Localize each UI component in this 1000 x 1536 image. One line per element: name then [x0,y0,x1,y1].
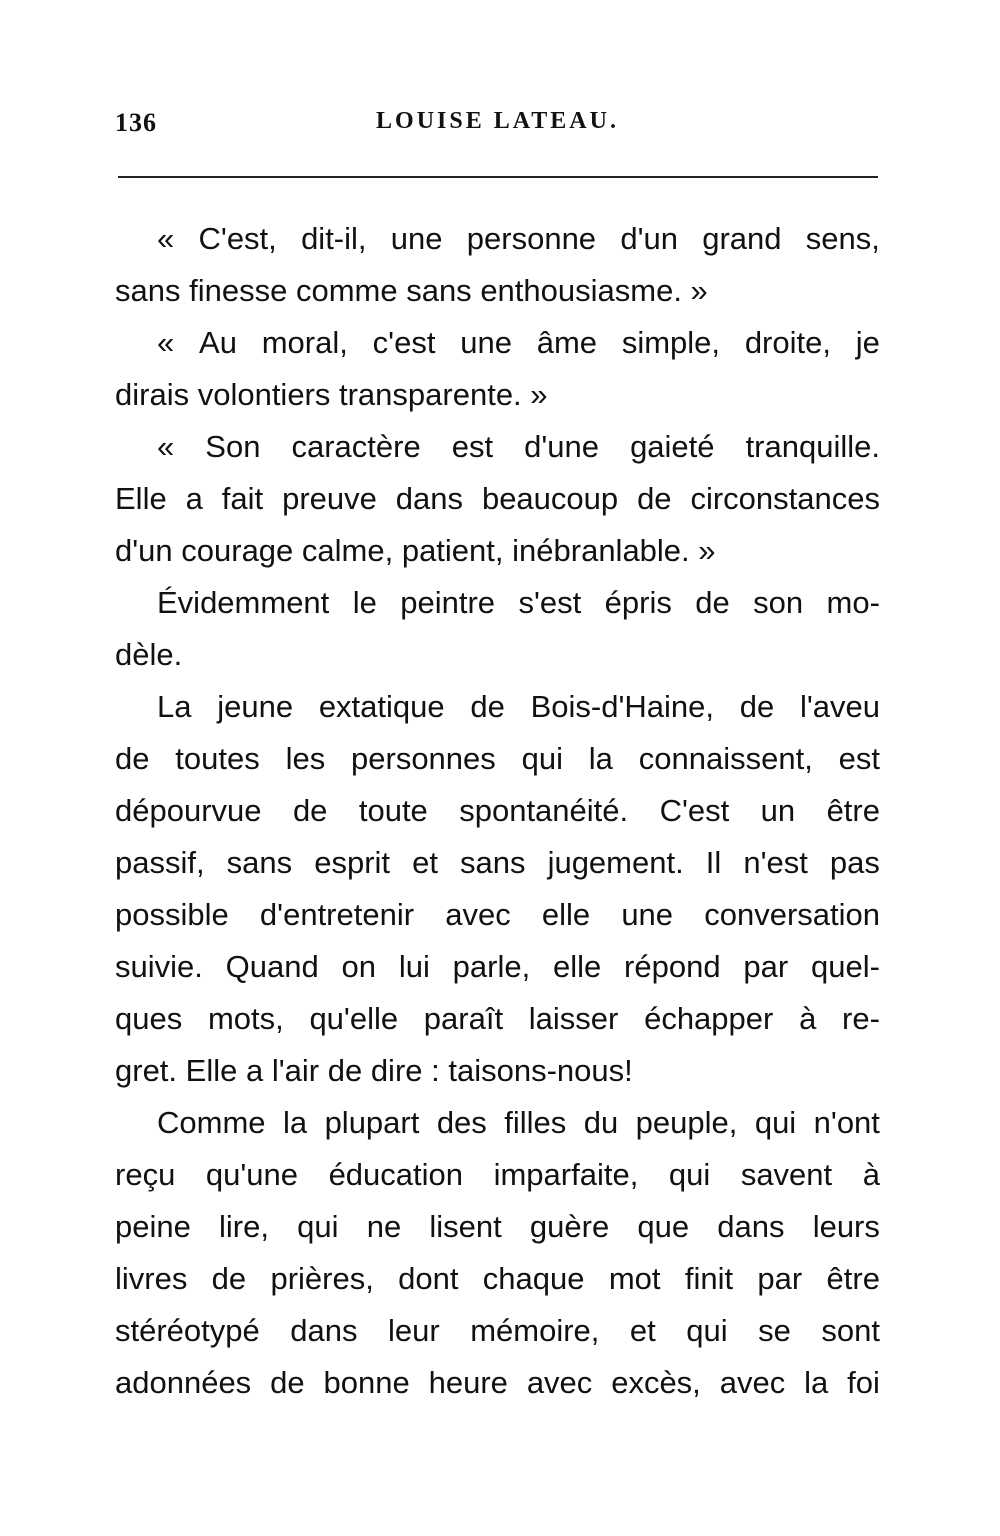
word: avec [719,1365,786,1400]
text-line [115,525,880,577]
word: beaucoup [481,481,619,516]
word: à [799,1001,817,1036]
word: quel- [810,949,880,984]
word: elle [541,897,591,932]
word: sans [226,845,293,880]
word: stéréotypé [115,1313,260,1348]
word: re- [842,1001,880,1036]
text-line [115,265,880,317]
word: Bois-d'Haine, [530,689,714,724]
text-line [115,889,880,941]
word: gret. [115,1053,186,1088]
word: : [431,1053,449,1088]
word: leur [388,1313,440,1348]
word: droite, [744,325,831,360]
word: Son [205,429,261,464]
word: sans [460,845,526,880]
word: répond [624,949,721,984]
word: inébranlable. [512,533,699,568]
word: dont [398,1261,459,1296]
word: ne [366,1209,402,1244]
word: connaissent, [638,741,813,776]
word: de [115,741,150,776]
word: dans [290,1313,358,1348]
word: leurs [812,1209,880,1244]
word: C'est [659,793,730,828]
word: parle, [452,949,531,984]
word: qu'elle [309,1001,399,1036]
word: » [698,533,716,568]
word: de [695,585,730,620]
word: Quand [225,949,319,984]
word: Évidemment [157,585,330,620]
word: preuve [282,481,377,516]
word: épris [604,585,672,620]
word: mémoire, [470,1313,600,1348]
word: gaieté [630,429,715,464]
word: n'ont [813,1105,880,1140]
word: adonnées [115,1365,252,1400]
word: la [588,741,613,776]
text-line [115,1305,880,1357]
word: reçu [115,1157,176,1192]
word: finit [684,1261,734,1296]
word: mo- [826,585,880,620]
page-header [115,108,880,148]
word: que [637,1209,690,1244]
word: paraît [423,1001,504,1036]
word: Au [199,325,237,360]
word: de [637,481,672,516]
text-line [115,837,880,889]
text-line [115,1201,880,1253]
word: enthousiasme. [480,273,691,308]
word: personne [466,221,597,256]
text-line [115,1045,880,1097]
text-line [115,941,880,993]
word: qui [686,1313,728,1348]
word: « [157,221,175,256]
word: être [826,1261,880,1296]
word: je [855,325,880,360]
word: » [530,377,548,412]
word: échapper [644,1001,774,1036]
word: éducation [328,1157,464,1192]
word: de [270,1365,305,1400]
word: moral, [261,325,348,360]
word: comme [295,273,407,308]
word: dans [395,481,464,516]
word: dépourvue [115,793,262,828]
word: la [282,1105,308,1140]
word: on [341,949,377,984]
word: guère [529,1209,610,1244]
word: d'un [115,533,182,568]
word: n'est [743,845,808,880]
word: heure [428,1365,508,1400]
word: Elle [185,1053,246,1088]
word: « [157,325,175,360]
word: bonne [323,1365,410,1400]
text-line [115,629,880,681]
word: d'entretenir [259,897,415,932]
word: caractère [291,429,421,464]
word: C'est, [198,221,277,256]
word: lui [398,949,430,984]
word: qui [754,1105,797,1140]
word: calme, [301,533,402,568]
word: livres [115,1261,188,1296]
word: a [185,481,203,516]
word: et [629,1313,656,1348]
word: son [753,585,804,620]
text-line [115,1149,880,1201]
word: » [690,273,708,308]
word: est [838,741,880,776]
word: une [621,897,674,932]
word: personnes [351,741,496,776]
word: avec [445,897,511,932]
text-line [115,577,880,629]
word: à [862,1157,880,1192]
word: taisons-nous! [448,1053,633,1088]
word: grand [702,221,782,256]
text-line [115,317,880,369]
word: pas [829,845,880,880]
word: c'est [372,325,436,360]
body-text [115,213,880,1409]
word: de [327,1053,371,1088]
word: se [758,1313,791,1348]
word: et [412,845,438,880]
word: excès, [611,1365,701,1400]
word: « [157,429,175,464]
word: l'aveu [799,689,880,724]
word: plupart [324,1105,420,1140]
text-line [115,785,880,837]
word: dirais [115,377,198,412]
word: sont [821,1313,880,1348]
word: patient, [401,533,513,568]
word: sans [115,273,190,308]
word: transparente. [339,377,531,412]
word: ques [115,1001,183,1036]
word: dit-il, [301,221,367,256]
word: passif, [115,845,205,880]
word: circonstances [690,481,880,516]
word: une [460,325,512,360]
text-line [115,1253,880,1305]
word: d'un [620,221,678,256]
word: foi [847,1365,880,1400]
word: l'air [271,1053,328,1088]
word: extatique [318,689,445,724]
word: filles [504,1105,567,1140]
word: mot [608,1261,661,1296]
word: la [804,1365,829,1400]
text-line [115,681,880,733]
word: suivie. [115,949,203,984]
text-line [115,369,880,421]
word: simple, [621,325,721,360]
word: jeune [217,689,294,724]
word: imparfaite, [493,1157,639,1192]
word: toutes [175,741,260,776]
word: jugement. [547,845,684,880]
word: finesse [189,273,296,308]
word: esprit [314,845,391,880]
page-number: 136 [115,108,157,137]
word: dire [370,1053,432,1088]
word: est [451,429,494,464]
word: elle [552,949,602,984]
word: sens, [805,221,880,256]
word: qu'une [205,1157,298,1192]
text-line [115,213,880,265]
word: conversation [704,897,880,932]
word: spontanéité. [459,793,629,828]
word: dèle. [115,637,183,672]
word: sans [406,273,481,308]
word: Il [705,845,722,880]
word: toute [358,793,428,828]
word: dans [717,1209,785,1244]
text-line [115,733,880,785]
text-line [115,1097,880,1149]
running-title: LOUISE LATEAU. [376,108,619,134]
word: s'est [518,585,582,620]
text-line [115,473,880,525]
word: Comme [157,1105,266,1140]
word: a [245,1053,272,1088]
word: savent [740,1157,833,1192]
text-line [115,421,880,473]
word: mots, [207,1001,284,1036]
word: fait [221,481,264,516]
word: être [826,793,880,828]
word: qui [668,1157,711,1192]
word: prières, [270,1261,374,1296]
word: courage [181,533,302,568]
word: qui [521,741,563,776]
text-line [115,1357,880,1409]
word: tranquille. [745,429,880,464]
word: peintre [400,585,496,620]
word: lire, [219,1209,269,1244]
word: qui [297,1209,339,1244]
word: du [583,1105,619,1140]
word: chaque [482,1261,585,1296]
word: un [760,793,796,828]
word: possible [115,897,229,932]
word: laisser [528,1001,619,1036]
word: de [470,689,505,724]
word: par [743,949,789,984]
word: volontiers [197,377,339,412]
word: peuple, [635,1105,738,1140]
word: les [285,741,326,776]
word: peine [115,1209,191,1244]
word: de [292,793,328,828]
word: lisent [429,1209,502,1244]
word: avec [526,1365,593,1400]
header-rule [118,176,878,178]
word: par [757,1261,803,1296]
word: des [436,1105,487,1140]
word: une [390,221,443,256]
word: Elle [115,481,167,516]
word: de [739,689,775,724]
word: le [352,585,377,620]
word: d'une [524,429,600,464]
text-line [115,993,880,1045]
word: de [211,1261,247,1296]
word: La [157,689,192,724]
word: âme [536,325,598,360]
